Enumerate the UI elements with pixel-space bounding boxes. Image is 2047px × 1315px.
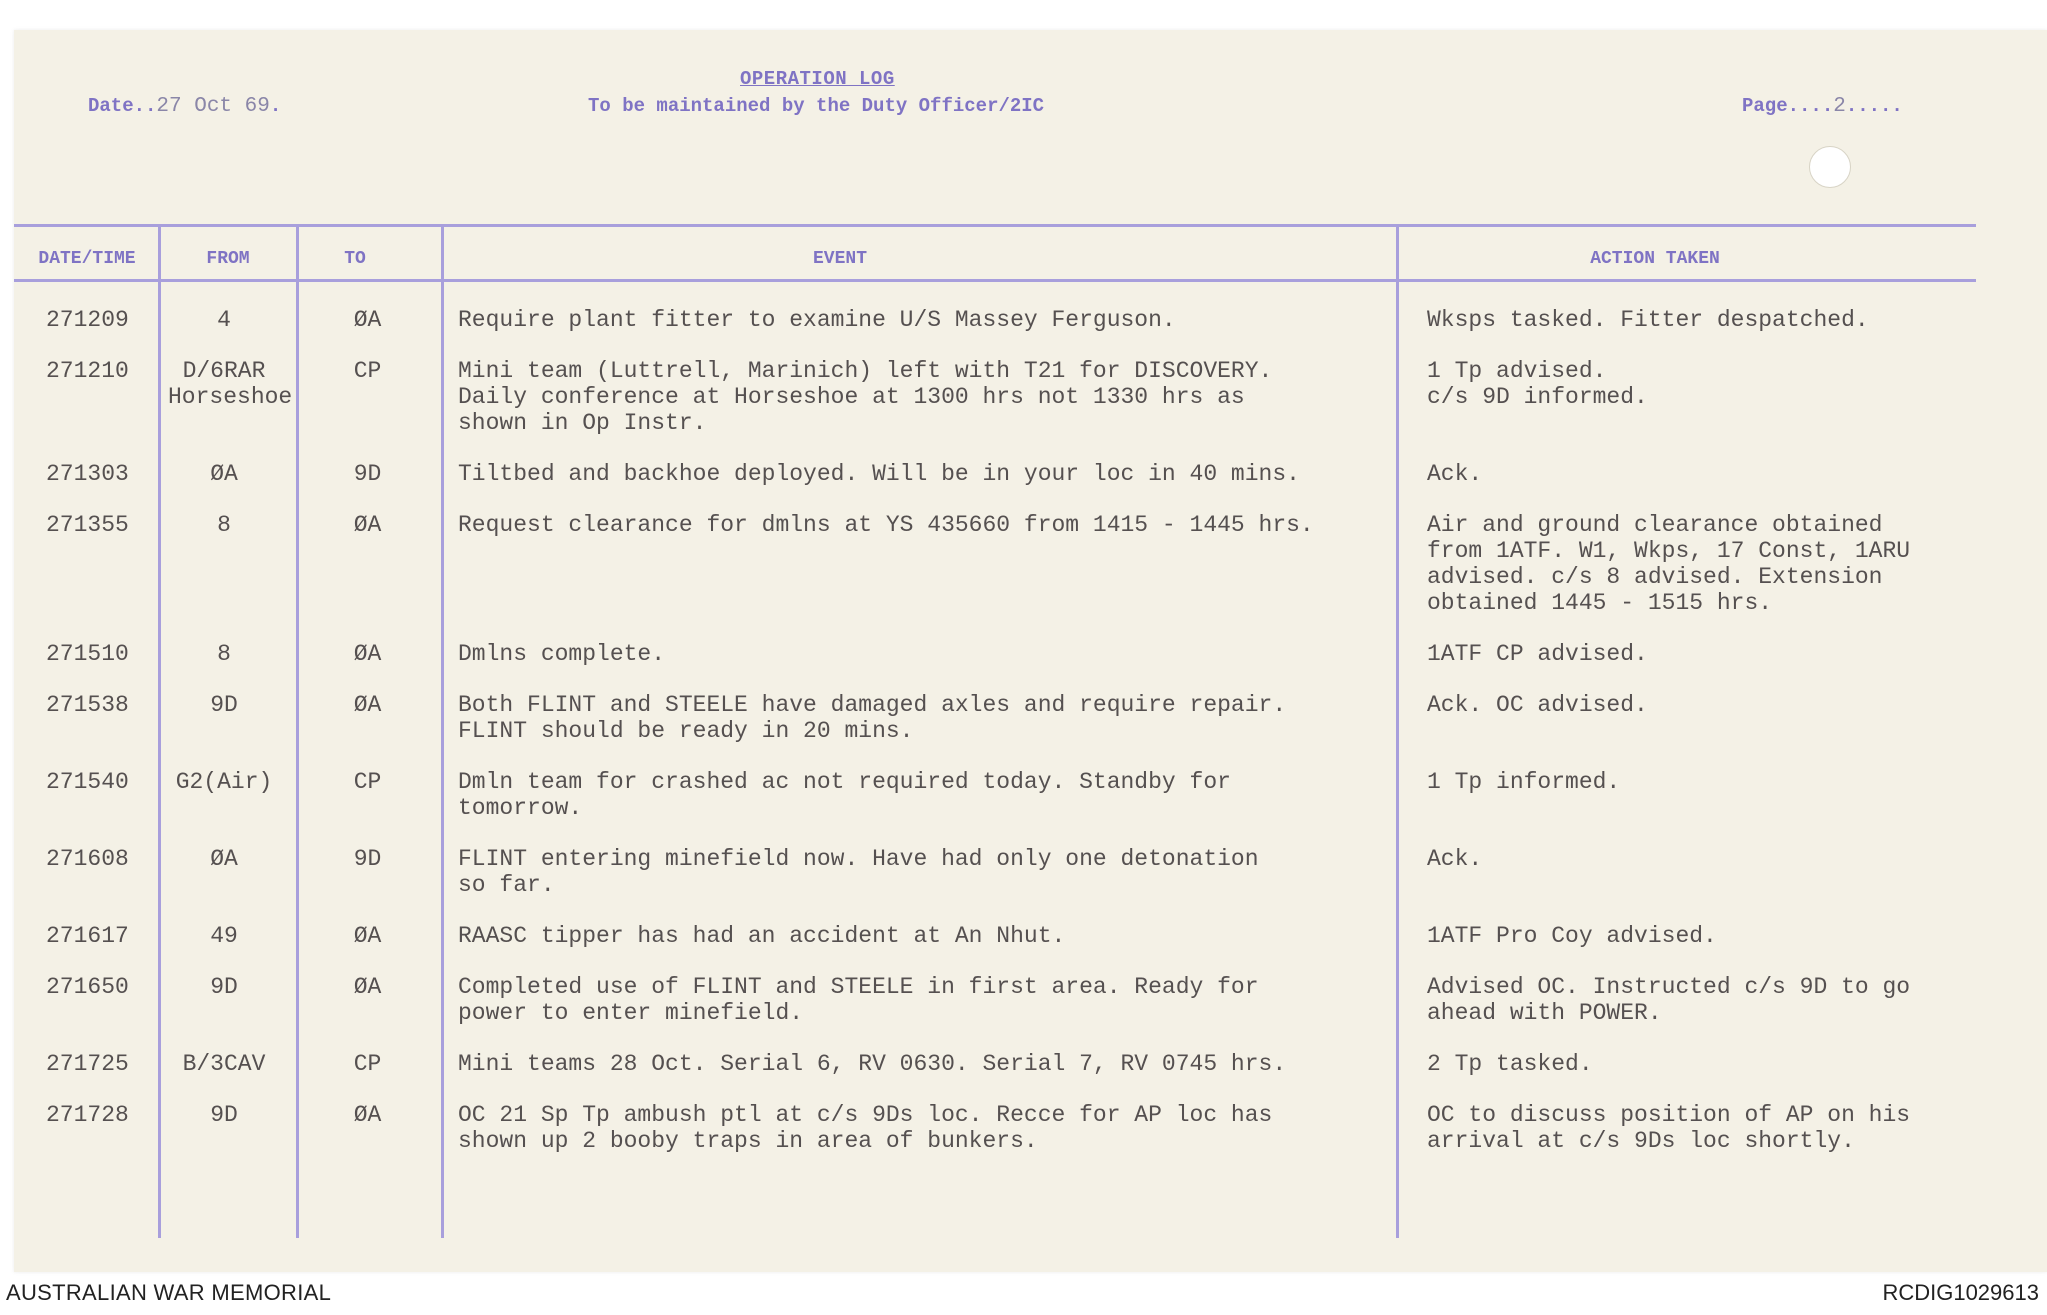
row-to: ØA	[353, 307, 382, 333]
row-datetime: 271650	[46, 974, 129, 1000]
row-event: RAASC tipper has had an accident at An Nhut.	[458, 923, 1066, 949]
row-from: 49	[210, 923, 238, 949]
page-value: 2	[1833, 95, 1846, 118]
date-value: 27 Oct 69	[156, 95, 270, 118]
row-datetime: 271209	[46, 307, 129, 333]
page-field	[1742, 95, 1903, 118]
date-field	[88, 95, 281, 118]
punch-hole	[1809, 146, 1851, 188]
table-top-rule	[14, 224, 1976, 227]
row-to: 9D	[353, 461, 382, 487]
row-from: D/6RAR Horseshoe	[168, 358, 293, 410]
archive-credit: AUSTRALIAN WAR MEMORIAL	[6, 1280, 332, 1305]
row-from: ØA	[210, 846, 238, 872]
archive-reference: RCDIG1029613	[1882, 1280, 2039, 1305]
column-header-datetime: DATE/TIME	[38, 249, 136, 269]
row-event: Tiltbed and backhoe deployed. Will be in your loc in 40 mins.	[458, 461, 1300, 487]
row-to: ØA	[353, 923, 382, 949]
page-trailer: .....	[1845, 95, 1903, 117]
row-action: OC to discuss position of AP on his arrival at c/s 9Ds loc shortly.	[1427, 1102, 1911, 1154]
row-action: Ack.	[1427, 461, 1483, 487]
column-header-from: FROM	[206, 249, 250, 269]
row-event: Dmlns complete.	[458, 641, 666, 667]
column-header-action: ACTION TAKEN	[1590, 249, 1720, 269]
row-to: CP	[353, 769, 382, 795]
row-to: ØA	[353, 512, 382, 538]
row-datetime: 271210	[46, 358, 129, 384]
row-action: Ack.	[1427, 846, 1483, 872]
row-to: ØA	[353, 1102, 382, 1128]
row-event: FLINT entering minefield now. Have had only one detonation so far.	[458, 846, 1259, 898]
column-divider	[1396, 224, 1399, 1238]
row-action: 2 Tp tasked.	[1427, 1051, 1593, 1077]
row-from: 8	[217, 512, 231, 538]
row-action: Ack. OC advised.	[1427, 692, 1648, 718]
row-datetime: 271355	[46, 512, 129, 538]
row-event: Mini teams 28 Oct. Serial 6, RV 0630. Serial 7, RV 0745 hrs.	[458, 1051, 1287, 1077]
row-to: ØA	[353, 692, 382, 718]
row-action: 1 Tp informed.	[1427, 769, 1621, 795]
row-event: Completed use of FLINT and STEELE in first area. Ready for power to enter minefield.	[458, 974, 1259, 1026]
row-datetime: 271608	[46, 846, 129, 872]
row-from: 4	[217, 307, 231, 333]
date-label: Date..	[88, 95, 157, 117]
column-header-to: TO	[344, 249, 366, 269]
row-datetime: 271303	[46, 461, 129, 487]
page-title: OPERATION LOG	[740, 68, 895, 90]
row-event: Both FLINT and STEELE have damaged axles and require repair. FLINT should be ready in 20 mins.	[458, 692, 1287, 744]
row-datetime: 271538	[46, 692, 129, 718]
row-datetime: 271540	[46, 769, 129, 795]
row-datetime: 271728	[46, 1102, 129, 1128]
column-divider	[441, 224, 444, 1238]
row-to: CP	[353, 1051, 382, 1077]
row-action: 1ATF CP advised.	[1427, 641, 1648, 667]
row-from: B/3CAV	[182, 1051, 266, 1077]
page-label: Page....	[1742, 95, 1834, 117]
row-event: Request clearance for dmlns at YS 435660 from 1415 - 1445 hrs.	[458, 512, 1314, 538]
row-action: Air and ground clearance obtained from 1ATF. W1, Wkps, 17 Const, 1ARU advised. c/s 8 advised. Extension obtained 1445 - 1515 hrs.	[1427, 512, 1911, 616]
row-from: 9D	[210, 1102, 238, 1128]
row-action: 1 Tp advised. c/s 9D informed.	[1427, 358, 1648, 410]
row-event: Dmln team for crashed ac not required today. Standby for tomorrow.	[458, 769, 1231, 821]
row-from: 9D	[210, 974, 238, 1000]
row-action: Wksps tasked. Fitter despatched.	[1427, 307, 1869, 333]
row-event: Require plant fitter to examine U/S Massey Ferguson.	[458, 307, 1176, 333]
page-subtitle: To be maintained by the Duty Officer/2IC	[588, 95, 1045, 117]
row-action: 1ATF Pro Coy advised.	[1427, 923, 1717, 949]
column-header-event: EVENT	[812, 249, 867, 269]
column-divider	[158, 224, 161, 1238]
row-from: 8	[217, 641, 231, 667]
row-event: OC 21 Sp Tp ambush ptl at c/s 9Ds loc. Recce for AP loc has shown up 2 booby traps in area of bunkers.	[458, 1102, 1273, 1154]
row-datetime: 271510	[46, 641, 129, 667]
row-to: 9D	[353, 846, 382, 872]
row-from: G2(Air)	[175, 769, 273, 795]
row-action: Advised OC. Instructed c/s 9D to go ahead with POWER.	[1427, 974, 1911, 1026]
row-to: ØA	[353, 641, 382, 667]
date-trailer: .	[269, 95, 282, 117]
row-to: ØA	[353, 974, 382, 1000]
row-to: CP	[353, 358, 382, 384]
row-from: 9D	[210, 692, 238, 718]
row-event: Mini team (Luttrell, Marinich) left with T21 for DISCOVERY. Daily conference at Horseshoe at 1300 hrs not 1330 hrs as shown in Op Instr.	[458, 358, 1273, 436]
row-datetime: 271617	[46, 923, 129, 949]
column-divider	[296, 224, 299, 1238]
table-header-rule	[14, 279, 1976, 282]
row-datetime: 271725	[46, 1051, 129, 1077]
row-from: ØA	[210, 461, 238, 487]
